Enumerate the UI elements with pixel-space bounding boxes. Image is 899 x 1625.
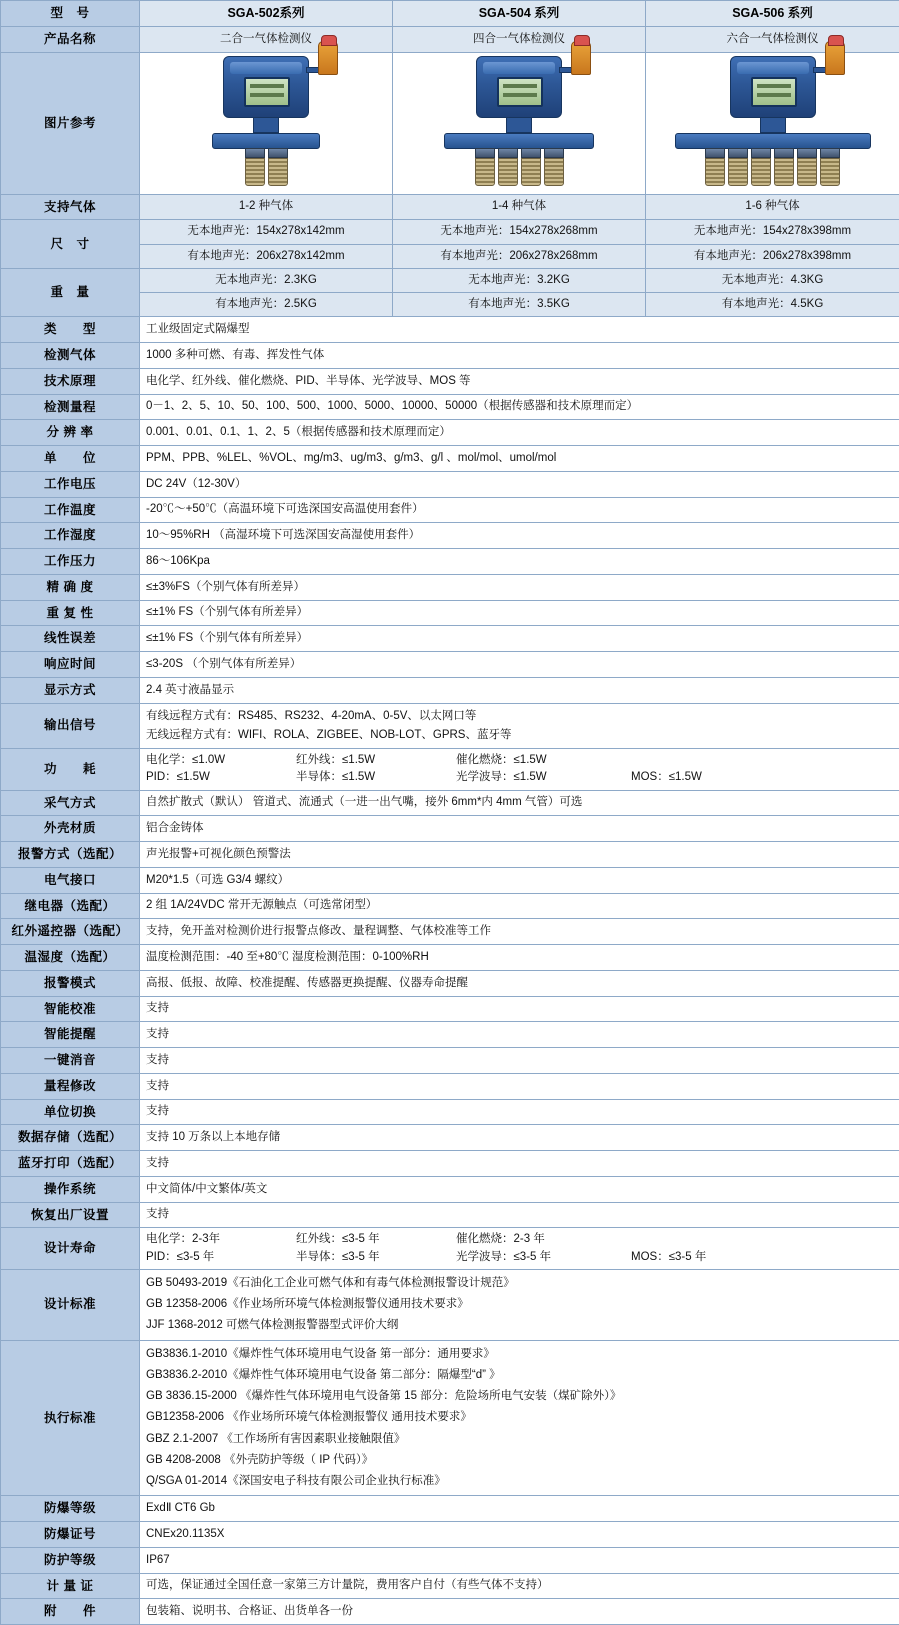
row-label-one-key-mute: 一键消音 — [1, 1048, 140, 1074]
table-row-weight — [1, 268, 899, 317]
table-row-product-name — [1, 26, 899, 52]
row-value-smart-reminder: 支持 — [140, 1022, 899, 1048]
row-label-accuracy: 精 确 度 — [1, 574, 140, 600]
weight-502-with-alarm: 有本地声光：2.5KG — [140, 292, 392, 316]
exec-standard-item: GBZ 2.1-2007 《工作场所有害因素职业接触限值》 — [146, 1429, 893, 1450]
row-value-alarm-mode: 高报、低报、故障、校准提醒、传感器更换提醒、仪器寿命提醒 — [140, 970, 899, 996]
row-value-output-signal — [140, 703, 899, 749]
table-row-ip-grade — [1, 1547, 899, 1573]
table-row-bluetooth-print — [1, 1151, 899, 1177]
product-name-504: 四合一气体检测仪 — [393, 26, 646, 52]
gas-detector-icon — [675, 56, 871, 186]
table-row-support-gas — [1, 194, 899, 220]
weight-504 — [393, 268, 646, 317]
weight-502-no-alarm: 无本地声光：2.3KG — [140, 269, 392, 292]
table-row-alarm-mode — [1, 970, 899, 996]
row-label-range-modify: 量程修改 — [1, 1073, 140, 1099]
table-row-resolution — [1, 420, 899, 446]
exec-standard-item: GB12358-2006 《作业场所环境气体检测报警仪 通用技术要求》 — [146, 1407, 893, 1428]
row-label-weight: 重 量 — [1, 268, 140, 317]
design-standard-item: GB 12358-2006《作业场所环境气体检测报警仪通用技术要求》 — [146, 1294, 893, 1315]
row-value-exec-standard — [140, 1340, 899, 1496]
row-value-display: 2.4 英寸液晶显示 — [140, 677, 899, 703]
row-label-range: 检测量程 — [1, 394, 140, 420]
row-label-design-life: 设计寿命 — [1, 1228, 140, 1270]
row-value-range-modify: 支持 — [140, 1073, 899, 1099]
row-value-smart-calibration: 支持 — [140, 996, 899, 1022]
table-row-ir-remote — [1, 919, 899, 945]
table-row-temp-humidity — [1, 945, 899, 971]
table-row-smart-reminder — [1, 1022, 899, 1048]
row-value-temp-humidity: 温度检测范围：-40 至+80℃ 湿度检测范围：0-100%RH — [140, 945, 899, 971]
row-label-smart-reminder: 智能提醒 — [1, 1022, 140, 1048]
table-row-accuracy — [1, 574, 899, 600]
table-row-work-humidity — [1, 523, 899, 549]
table-row-detect-gas — [1, 343, 899, 369]
table-row-design-life — [1, 1228, 899, 1270]
row-label-ip-grade: 防护等级 — [1, 1547, 140, 1573]
row-label-accessories: 附 件 — [1, 1599, 140, 1625]
device-image-504 — [393, 52, 646, 194]
row-value-electrical-interface: M20*1.5（可选 G3/4 螺纹） — [140, 867, 899, 893]
table-row-unit-switch — [1, 1099, 899, 1125]
row-label-temp-humidity: 温湿度（选配） — [1, 945, 140, 971]
row-value-accessories: 包装箱、说明书、合格证、出货单各一份 — [140, 1599, 899, 1625]
row-label-exec-standard: 执行标准 — [1, 1340, 140, 1496]
table-row-repeatability — [1, 600, 899, 626]
weight-506-with-alarm: 有本地声光：4.5KG — [646, 292, 899, 316]
row-label-smart-calibration: 智能校准 — [1, 996, 140, 1022]
row-label-work-humidity: 工作湿度 — [1, 523, 140, 549]
power-infrared: 红外线：≤1.5W — [296, 752, 456, 769]
support-gas-504: 1-4 种气体 — [393, 194, 646, 220]
table-row-metrology-cert — [1, 1573, 899, 1599]
weight-506-no-alarm: 无本地声光：4.3KG — [646, 269, 899, 292]
exec-standard-item: Q/SGA 01-2014《深国安电子科技有限公司企业执行标准》 — [146, 1471, 893, 1492]
size-506-no-alarm: 无本地声光：154x278x398mm — [646, 220, 899, 243]
row-label-work-temp: 工作温度 — [1, 497, 140, 523]
table-row-output-signal — [1, 703, 899, 749]
table-row-alarm-type — [1, 842, 899, 868]
size-504-with-alarm: 有本地声光：206x278x268mm — [393, 244, 645, 268]
power-semiconductor: 半导体：≤1.5W — [296, 769, 456, 786]
row-label-tech-principle: 技术原理 — [1, 368, 140, 394]
row-value-alarm-type: 声光报警+可视化颜色预警法 — [140, 842, 899, 868]
row-label-unit: 单 位 — [1, 446, 140, 472]
row-value-accuracy: ≤±3%FS（个别气体有所差异） — [140, 574, 899, 600]
size-502-with-alarm: 有本地声光：206x278x142mm — [140, 244, 392, 268]
row-value-range: 0－1、2、5、10、50、100、500、1000、5000、10000、50000（根据传感器和技术原理而定） — [140, 394, 899, 420]
row-value-detect-gas: 1000 多种可燃、有毒、挥发性气体 — [140, 343, 899, 369]
table-row-work-temp — [1, 497, 899, 523]
life-electrochemical: 电化学：2-3年 — [146, 1231, 296, 1248]
table-row-accessories — [1, 1599, 899, 1625]
size-504-no-alarm: 无本地声光：154x278x268mm — [393, 220, 645, 243]
row-value-data-storage: 支持 10 万条以上本地存储 — [140, 1125, 899, 1151]
table-row-exec-standard — [1, 1340, 899, 1496]
table-row-linear-error — [1, 626, 899, 652]
table-row-type — [1, 317, 899, 343]
row-label-size: 尺 寸 — [1, 220, 140, 269]
table-row-response-time — [1, 652, 899, 678]
table-row-relay — [1, 893, 899, 919]
row-value-unit-switch: 支持 — [140, 1099, 899, 1125]
row-label-design-standard: 设计标准 — [1, 1269, 140, 1340]
table-row-work-pressure — [1, 549, 899, 575]
life-catalytic: 催化燃烧：2-3 年 — [456, 1231, 631, 1248]
weight-506 — [646, 268, 899, 317]
row-label-unit-switch: 单位切换 — [1, 1099, 140, 1125]
row-label-resolution: 分 辨 率 — [1, 420, 140, 446]
table-row-model — [1, 1, 899, 27]
exec-standard-item: GB 3836.15-2000 《爆炸性气体环境用电气设备第 15 部分：危险场所电气安装（煤矿除外）》 — [146, 1386, 893, 1407]
row-value-type: 工业级固定式隔爆型 — [140, 317, 899, 343]
table-row-tech-principle — [1, 368, 899, 394]
row-value-linear-error: ≤±1% FS（个别气体有所差异） — [140, 626, 899, 652]
row-label-ex-grade: 防爆等级 — [1, 1496, 140, 1522]
table-row-size — [1, 220, 899, 269]
row-label-type: 类 型 — [1, 317, 140, 343]
row-value-work-pressure: 86～106Kpa — [140, 549, 899, 575]
row-value-work-temp: -20℃～+50℃（高温环境下可选深国安高温使用套件） — [140, 497, 899, 523]
output-wired: 有线远程方式有：RS485、RS232、4-20mA、0-5V、以太网口等 — [146, 707, 893, 726]
table-row-design-standard — [1, 1269, 899, 1340]
output-wireless: 无线远程方式有：WIFI、ROLA、ZIGBEE、NOB-LOT、GPRS、蓝牙等 — [146, 726, 893, 745]
row-label-bluetooth-print: 蓝牙打印（选配） — [1, 1151, 140, 1177]
table-row-smart-calibration — [1, 996, 899, 1022]
device-image-502 — [140, 52, 393, 194]
life-mos: MOS：≤3-5 年 — [631, 1249, 771, 1266]
model-506: SGA-506 系列 — [646, 1, 899, 27]
row-label-output-signal: 输出信号 — [1, 703, 140, 749]
row-value-shell-material: 铝合金铸体 — [140, 816, 899, 842]
model-502: SGA-502系列 — [140, 1, 393, 27]
row-value-repeatability: ≤±1% FS（个别气体有所差异） — [140, 600, 899, 626]
row-value-bluetooth-print: 支持 — [140, 1151, 899, 1177]
table-row-range-modify — [1, 1073, 899, 1099]
row-label-image-reference: 图片参考 — [1, 52, 140, 194]
row-label-metrology-cert: 计 量 证 — [1, 1573, 140, 1599]
row-label-os: 操作系统 — [1, 1176, 140, 1202]
row-value-ex-grade: ExdⅡ CT6 Gb — [140, 1496, 899, 1522]
table-row-ex-grade — [1, 1496, 899, 1522]
row-value-tech-principle: 电化学、红外线、催化燃烧、PID、半导体、光学波导、MOS 等 — [140, 368, 899, 394]
device-image-506 — [646, 52, 899, 194]
row-label-ex-cert: 防爆证号 — [1, 1522, 140, 1548]
row-label-alarm-mode: 报警模式 — [1, 970, 140, 996]
weight-504-with-alarm: 有本地声光：3.5KG — [393, 292, 645, 316]
table-row-one-key-mute — [1, 1048, 899, 1074]
row-value-resolution: 0.001、0.01、0.1、1、2、5（根据传感器和技术原理而定） — [140, 420, 899, 446]
table-row-power — [1, 749, 899, 791]
gas-detector-icon — [444, 56, 594, 186]
row-value-one-key-mute: 支持 — [140, 1048, 899, 1074]
row-value-design-life — [140, 1228, 899, 1270]
row-value-power — [140, 749, 899, 791]
weight-502 — [140, 268, 393, 317]
row-value-factory-reset: 支持 — [140, 1202, 899, 1228]
weight-504-no-alarm: 无本地声光：3.2KG — [393, 269, 645, 292]
size-506 — [646, 220, 899, 269]
size-502 — [140, 220, 393, 269]
support-gas-502: 1-2 种气体 — [140, 194, 393, 220]
row-value-work-humidity: 10～95%RH （高湿环境下可选深国安高湿使用套件） — [140, 523, 899, 549]
table-row-electrical-interface — [1, 867, 899, 893]
row-label-sampling: 采气方式 — [1, 790, 140, 816]
table-row-voltage — [1, 471, 899, 497]
life-semiconductor: 半导体：≤3-5 年 — [296, 1249, 456, 1266]
power-pid: PID：≤1.5W — [146, 769, 296, 786]
row-value-metrology-cert: 可选，保证通过全国任意一家第三方计量院，费用客户自付（有些气体不支持） — [140, 1573, 899, 1599]
table-row-sampling — [1, 790, 899, 816]
product-name-506: 六合一气体检测仪 — [646, 26, 899, 52]
life-infrared: 红外线：≤3-5 年 — [296, 1231, 456, 1248]
table-row-range — [1, 394, 899, 420]
row-label-relay: 继电器（选配） — [1, 893, 140, 919]
row-value-unit: PPM、PPB、%LEL、%VOL、mg/m3、ug/m3、g/m3、g/l 、mol/mol、umol/mol — [140, 446, 899, 472]
size-502-no-alarm: 无本地声光：154x278x142mm — [140, 220, 392, 243]
row-label-ir-remote: 红外遥控器（选配） — [1, 919, 140, 945]
table-row-os — [1, 1176, 899, 1202]
row-value-response-time: ≤3-20S （个别气体有所差异） — [140, 652, 899, 678]
table-row-display — [1, 677, 899, 703]
exec-standard-item: GB3836.1-2010《爆炸性气体环境用电气设备 第一部分：通用要求》 — [146, 1344, 893, 1365]
table-row-unit — [1, 446, 899, 472]
row-label-electrical-interface: 电气接口 — [1, 867, 140, 893]
power-optical: 光学波导：≤1.5W — [456, 769, 631, 786]
table-row-image-reference — [1, 52, 899, 194]
row-value-ex-cert: CNEx20.1135X — [140, 1522, 899, 1548]
table-row-data-storage — [1, 1125, 899, 1151]
row-label-shell-material: 外壳材质 — [1, 816, 140, 842]
size-506-with-alarm: 有本地声光：206x278x398mm — [646, 244, 899, 268]
power-catalytic: 催化燃烧：≤1.5W — [456, 752, 631, 769]
exec-standard-item: GB3836.2-2010《爆炸性气体环境用电气设备 第二部分：隔爆型“d” 》 — [146, 1365, 893, 1386]
row-value-relay: 2 组 1A/24VDC 常开无源触点（可选常闭型） — [140, 893, 899, 919]
exec-standard-item: GB 4208-2008 《外壳防护等级（ IP 代码）》 — [146, 1450, 893, 1471]
model-504: SGA-504 系列 — [393, 1, 646, 27]
row-label-model: 型 号 — [1, 1, 140, 27]
row-label-linear-error: 线性误差 — [1, 626, 140, 652]
row-label-support-gas: 支持气体 — [1, 194, 140, 220]
table-row-ex-cert — [1, 1522, 899, 1548]
design-standard-item: JJF 1368-2012 可燃气体检测报警器型式评价大纲 — [146, 1315, 893, 1336]
row-label-repeatability: 重 复 性 — [1, 600, 140, 626]
row-value-os: 中文简体/中文繁体/英文 — [140, 1176, 899, 1202]
row-label-alarm-type: 报警方式（选配） — [1, 842, 140, 868]
support-gas-506: 1-6 种气体 — [646, 194, 899, 220]
gas-detector-icon — [212, 56, 320, 186]
table-row-factory-reset — [1, 1202, 899, 1228]
life-optical: 光学波导：≤3-5 年 — [456, 1249, 631, 1266]
row-label-detect-gas: 检测气体 — [1, 343, 140, 369]
row-label-work-pressure: 工作压力 — [1, 549, 140, 575]
row-label-data-storage: 数据存储（选配） — [1, 1125, 140, 1151]
product-name-502: 二合一气体检测仪 — [140, 26, 393, 52]
row-label-power: 功 耗 — [1, 749, 140, 791]
row-label-response-time: 响应时间 — [1, 652, 140, 678]
row-value-sampling: 自然扩散式（默认） 管道式、流通式（一进一出气嘴，接外 6mm*内 4mm 气管）可选 — [140, 790, 899, 816]
row-label-display: 显示方式 — [1, 677, 140, 703]
row-value-voltage: DC 24V（12-30V） — [140, 471, 899, 497]
row-value-ir-remote: 支持，免开盖对检测价进行报警点修改、量程调整、气体校准等工作 — [140, 919, 899, 945]
row-value-ip-grade: IP67 — [140, 1547, 899, 1573]
life-pid: PID：≤3-5 年 — [146, 1249, 296, 1266]
design-standard-item: GB 50493-2019《石油化工企业可燃气体和有毒气体检测报警设计规范》 — [146, 1273, 893, 1294]
row-label-factory-reset: 恢复出厂设置 — [1, 1202, 140, 1228]
row-value-design-standard — [140, 1269, 899, 1340]
table-row-shell-material — [1, 816, 899, 842]
row-label-voltage: 工作电压 — [1, 471, 140, 497]
power-mos: MOS：≤1.5W — [631, 769, 771, 786]
power-electrochemical: 电化学：≤1.0W — [146, 752, 296, 769]
size-504 — [393, 220, 646, 269]
row-label-product-name: 产品名称 — [1, 26, 140, 52]
